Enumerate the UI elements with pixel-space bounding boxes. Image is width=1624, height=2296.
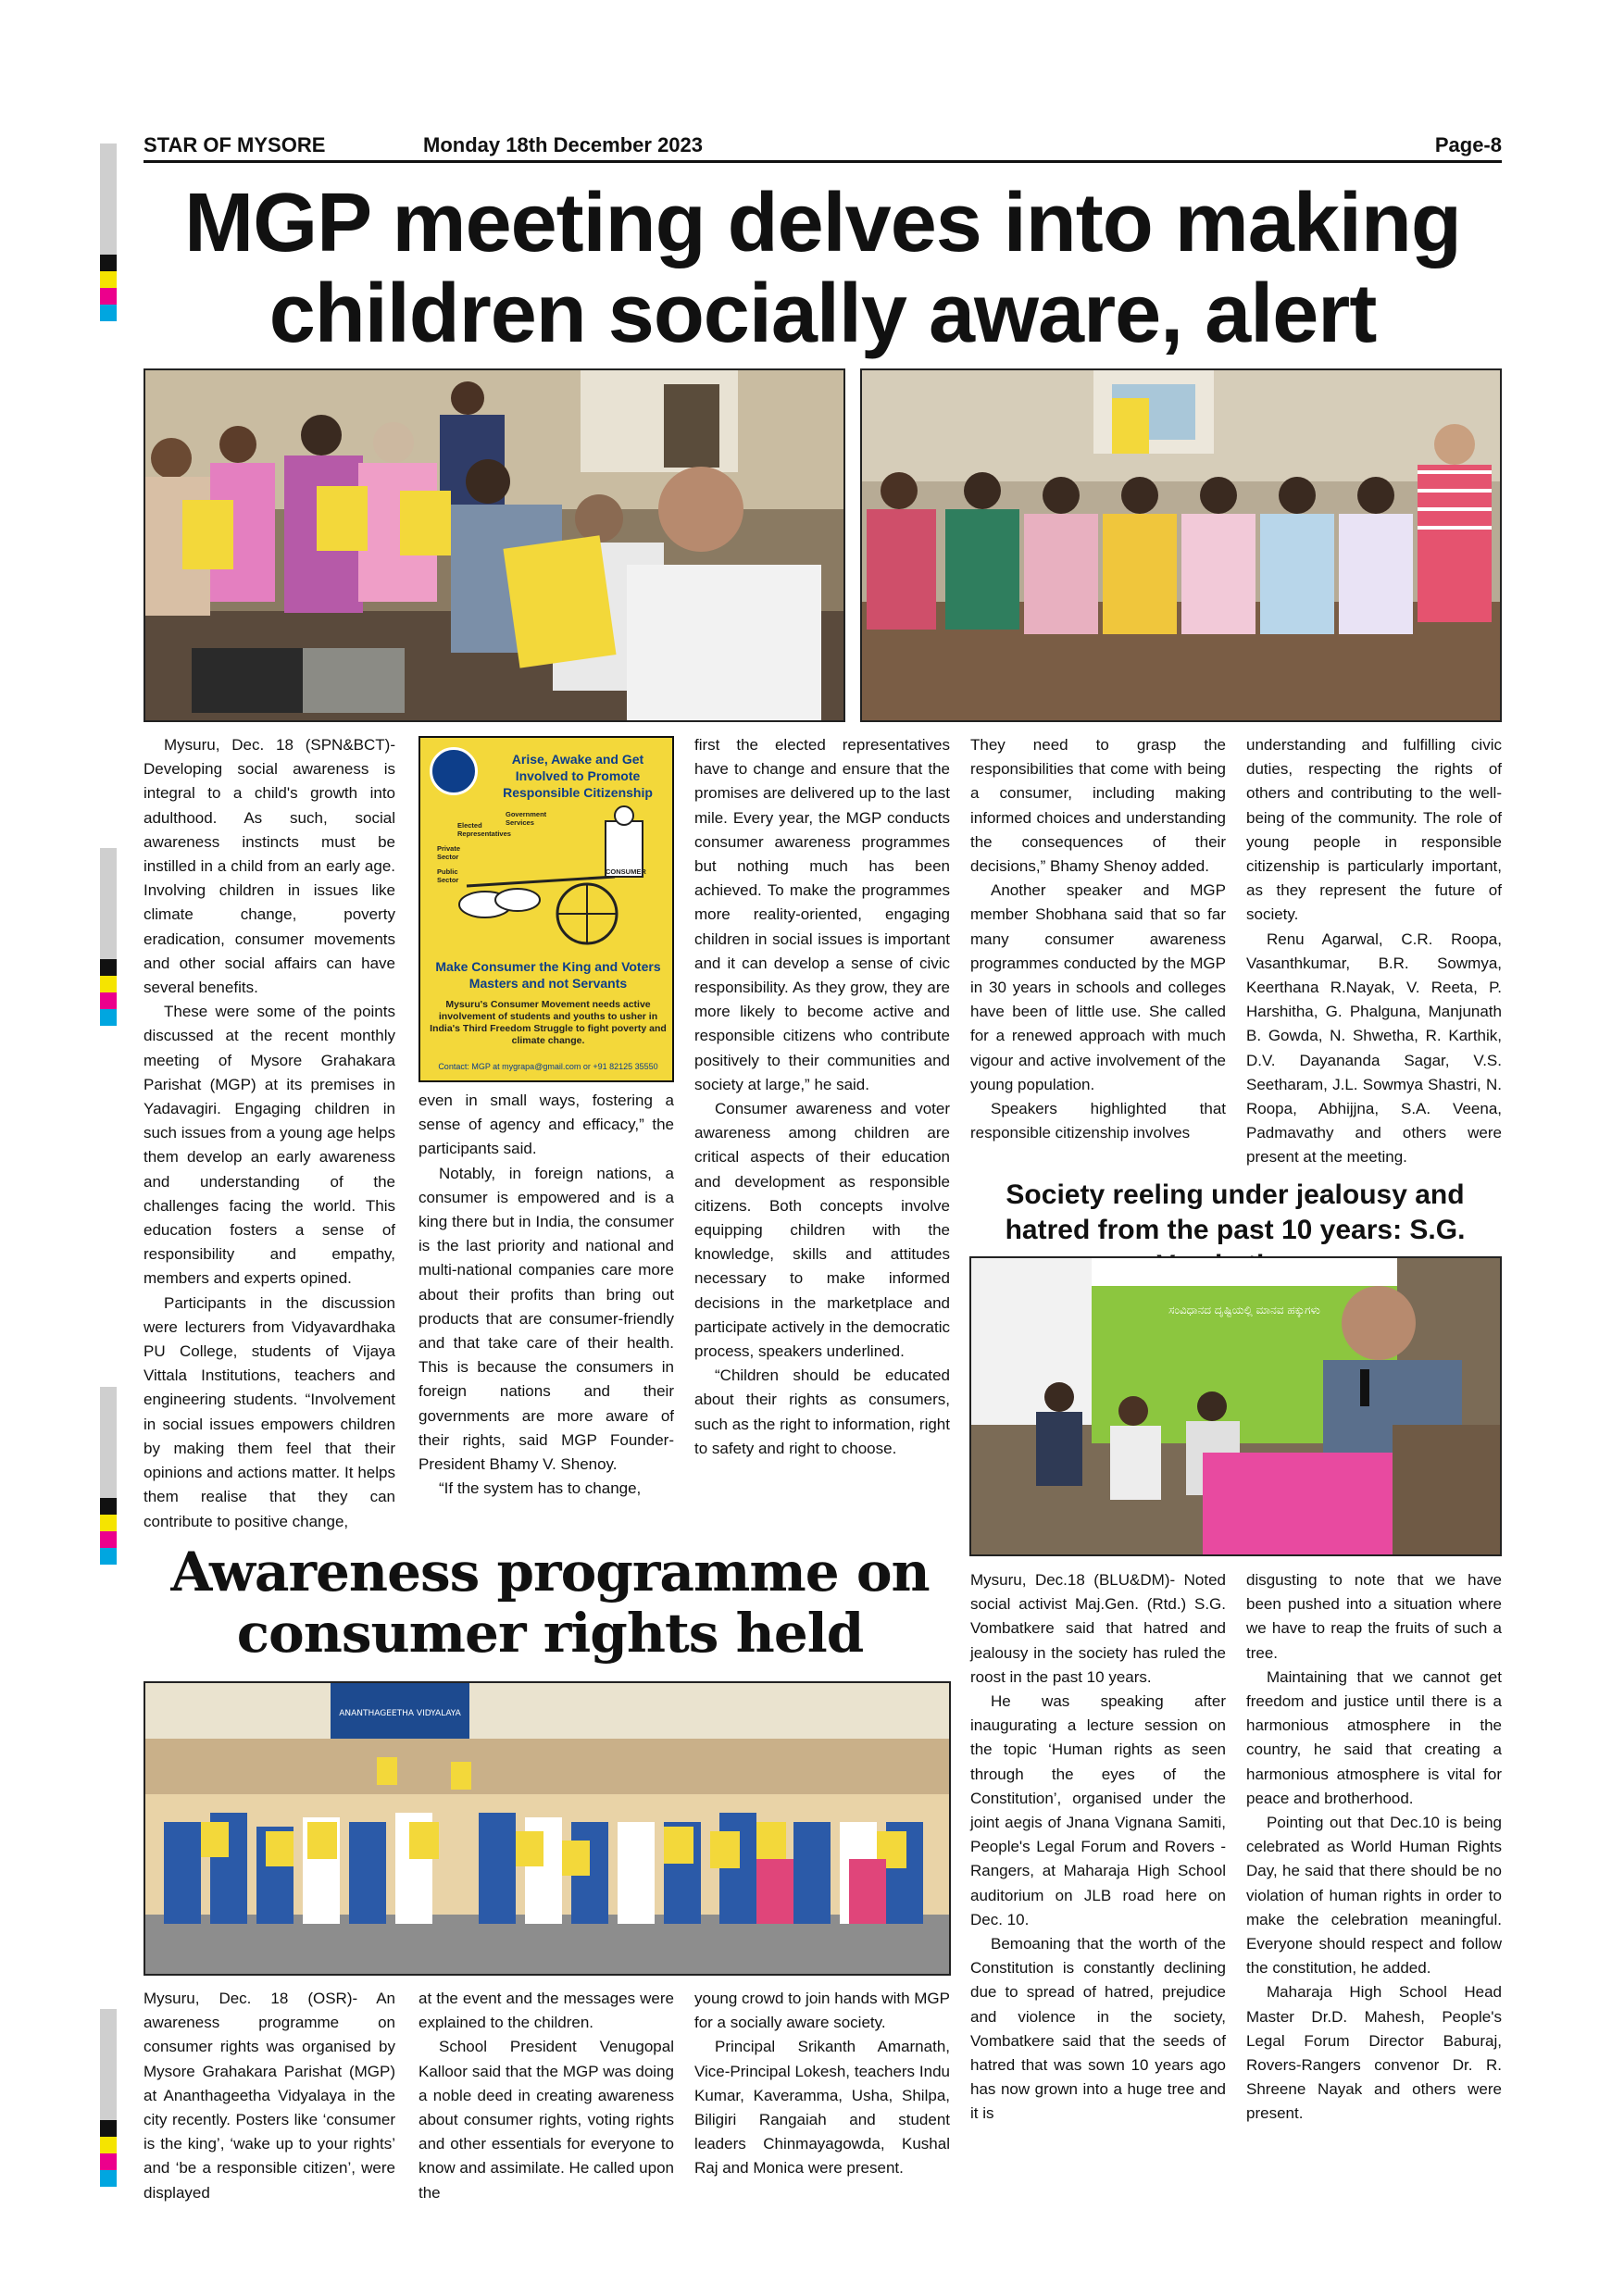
article1-para: “Children should be educated about their rights as consumers, such as the right to information, right to safety and right to choose.	[694, 1366, 950, 1457]
registration-marks-4	[100, 2009, 117, 2187]
main-headline	[144, 178, 1502, 359]
article1-para: Notably, in foreign nations, a consumer is empowered and is a king there but in India, the consumer is the last priority and national and multi-national companies care more about their profits than bring out products that are consumer-friendly and that take care of their health. This is because the consumers in foreign nations and their governments are more aware of their rights, said MGP Founder-President Bhamy V. Shenoy.	[418, 1164, 674, 1474]
header-rule	[144, 160, 1502, 163]
article3-column2	[418, 1987, 674, 2205]
article2-para: Maharaja High School Head Master Dr.D. Mahesh, People's Legal Forum Director Baburaj, Rovers-Rangers convenor Dr. R. Shreene Nayak and others were present.	[1246, 1983, 1502, 2123]
article1-column2	[418, 1089, 674, 1501]
article3-para: School President Venugopal Kalloor said that the MGP was doing a noble deed in creating awareness about consumer rights, voting rights and other essentials for everyone to know and assimilate. He called upon the	[418, 2038, 674, 2202]
mgp-poster	[418, 736, 674, 1082]
article2-column2	[1246, 1568, 1502, 2127]
meeting-photo-left	[144, 368, 845, 722]
article1-column4	[970, 733, 1226, 1145]
poster-label-consumer: CONSUMER	[606, 867, 646, 876]
article1-para: Participants in the discussion were lecturers from Vidyavardhaka PU College, students of Vijaya Vittala Institutions, teachers and engineering students. “Involvement in social issues empowers children by making them feel that their opinions and actions matter. It helps them realise that they can contribute to positive change,	[144, 1293, 395, 1530]
article2-para: Maintaining that we cannot get freedom and justice until there is a harmonious atmosphere in the country, he said that creating a harmonious atmosphere is vital for peace and brotherhood.	[1246, 1667, 1502, 1807]
article1-para: Renu Agarwal, C.R. Roopa, Vasanthkumar, B.R. Sowmya, Keerthana R.Nayak, V. Reeta, P. Harshitha, G. Phalguna, Manjunath B. Gowda, N. Shwetha, R. Karthik, D.V. Dayananda Sagar, V.S. Seetharam, J.L. Sowmya Shastri, N. Roopa, Abhijjna, S.A. Veena, Padmavathy and others were present at the meeting.	[1246, 930, 1502, 1167]
article1-para: understanding and fulfilling civic duties, respecting the rights of others and contributing to the well-being of the community. The role of young people in responsible citizenship is particularly important, as they represent the future of society.	[1246, 736, 1502, 924]
article2-para: disgusting to note that we have been pushed into a situation where we have to reap the fruits of such a tree.	[1246, 1571, 1502, 1662]
page-number: Page-8	[1434, 133, 1502, 156]
vombatkere-photo-image	[971, 1258, 1502, 1556]
article2-para: He was speaking after inaugurating a lecture session on the topic ‘Human rights as seen through the eyes of the Constitution’, organised under the joint aegis of Jnana Vignana Samiti, People's Legal Forum and Rovers - Rangers, at Maharaja High School auditorium on JLB road here on Dec. 10.	[970, 1692, 1226, 1928]
article1-para: Speakers highlighted that responsible citizenship involves	[970, 1100, 1226, 1142]
article2-para: Bemoaning that the worth of the Constitution is constantly declining due to spread of hatred, prejudice and violence in the society, Vombatkere said that the seeds of hatred that was sown 10 years ago has now grown into a huge tree and it is	[970, 1935, 1226, 2123]
poster-label-govt: Government Services	[506, 810, 547, 827]
article2-para: Pointing out that Dec.10 is being celebrated as World Human Rights Day, he said that there should be no violation of human rights in order to make the celebration meaningful. Everyone should respect and follow the constitution, he added.	[1246, 1814, 1502, 1978]
article3-column1	[144, 1987, 395, 2205]
school-programme-photo	[144, 1681, 951, 1976]
school-sign-text: ANANTHAGEETHA VIDYALAYA	[339, 1709, 461, 1718]
poster-contact: Contact: MGP at mygrapa@gmail.com or +91 82125 35550	[438, 1062, 658, 1071]
poster-label-elected: Elected Representatives	[457, 821, 511, 838]
registration-marks-2	[100, 848, 117, 1026]
article1-para: They need to grasp the responsibilities that come with being a consumer, including making informed choices and understanding the consequences of their decisions,” Bhamy Shenoy added.	[970, 736, 1226, 876]
article3-para: Principal Srikanth Amarnath, Vice-Principal Lokesh, teachers Indu Kumar, Kaveramma, Usha, Shilpa, Biligiri Rangaiah and student leaders Chinmayagowda, Kushal Raj and Monica were present.	[694, 2038, 950, 2177]
article1-column1	[144, 733, 395, 1534]
article3-headline: Awareness programme on consumer rights held	[170, 1541, 930, 1665]
article1-para: “If the system has to change,	[439, 1479, 642, 1498]
article2-para: Mysuru, Dec.18 (BLU&DM)- Noted social activist Maj.Gen. (Rtd.) S.G. Vombatkere said that hatred and jealousy in the society has ruled the roost in the past 10 years.	[970, 1571, 1226, 1686]
article3-column3	[694, 1987, 950, 2181]
poster-title: Arise, Awake and Get Involved to Promote Responsible Citizenship	[503, 752, 653, 800]
poster-body: Mysuru's Consumer Movement needs active involvement of students and youths to usher in India's Third Freedom Struggle to fight poverty and climate change.	[430, 999, 667, 1046]
meeting-photo-right	[860, 368, 1502, 722]
main-headline-line2: children socially aware, alert	[269, 268, 1377, 360]
article1-column5	[1246, 733, 1502, 1170]
meeting-photo-left-image	[145, 370, 845, 722]
article1-para: first the elected representatives have to change and ensure that the promises are delivered up to the last mile. Every year, the MGP conducts consumer awareness programmes but nothing much has been achieved. To make the programmes more reality-oriented, engaging children in social issues is important and it can develop a sense of civic responsibility. As they grow, they are more likely to become active and responsible citizens who contribute positively to their communities and society at large,” he said.	[694, 736, 950, 1093]
article3-para: young crowd to join hands with MGP for a socially aware society.	[694, 1990, 950, 2032]
mgp-seal-logo	[430, 747, 478, 795]
article1-column3	[694, 733, 950, 1461]
article1-para: Mysuru, Dec. 18 (SPN&BCT)- Developing social awareness is integral to a child's growth into adulthood. As such, social awareness instincts must be instilled in a child from an early age. Involving children in issues like climate change, poverty eradication, consumer movements and other social affairs can have several benefits.	[144, 736, 395, 997]
poster-label-public: Public Sector	[437, 867, 459, 884]
article2-headline: Society reeling under jealousy and hatred from the past 10 years: S.G.	[1005, 1179, 1466, 1245]
registration-marks-3	[100, 1387, 117, 1565]
meeting-photo-right-image	[862, 370, 1502, 722]
issue-date: Monday 18th December 2023	[423, 133, 704, 156]
article3-para: at the event and the messages were explained to the children.	[418, 1990, 674, 2032]
registration-marks-top	[100, 144, 117, 321]
article1-para: even in small ways, fostering a sense of agency and efficacy,” the participants said.	[418, 1092, 674, 1158]
poster-label-private: Private Sector	[437, 844, 461, 861]
newspaper-name: STAR OF MYSORE	[144, 133, 326, 156]
article2-column1	[970, 1568, 1226, 2127]
stage-banner-text: ಸಂವಿಧಾನದ ದೃಷ್ಟಿಯಲ್ಲಿ ಮಾನವ ಹಕ್ಕುಗಳು	[1168, 1304, 1320, 1316]
main-headline-line1: MGP meeting delves into making	[184, 177, 1461, 269]
poster-slogan: Make Consumer the King and Voters Masters and not Servants	[435, 959, 661, 991]
article3-para: Mysuru, Dec. 18 (OSR)- An awareness programme on consumer rights was organised by Mysore Grahakara Parishat (MGP) at Ananthageetha Vidyalaya in the city recently. Posters like ‘consumer is the king’, ‘wake up to your rights’ and ‘be a responsible citizen’, were displayed	[144, 1990, 395, 2202]
article1-para: These were some of the points discussed at the recent monthly meeting of Mysore Grahakara Parishat (MGP) at its premises in Yadavagiri. Engaging children in such issues from a young age helps them develop an early awareness and understanding of the challenges facing the world. This education fosters a sense of responsibility and empathy, members and experts opined.	[144, 1003, 395, 1288]
page-header	[144, 133, 1502, 161]
vombatkere-photo	[969, 1256, 1502, 1556]
school-programme-photo-image	[145, 1683, 951, 1976]
article1-para: Consumer awareness and voter awareness among children are critical aspects of their education and development as responsible citizens. Both concepts involve equipping children with the knowledge, skills and attitudes necessary to make informed decisions in the marketplace and participate actively in the democratic process, speakers underlined.	[694, 1100, 950, 1361]
article1-para: Another speaker and MGP member Shobhana said that so far many consumer awareness programmes conducted by the MGP in 30 years in schools and colleges have been of little use. She called for a renewed approach with much vigour and active involvement of the young population.	[970, 881, 1226, 1093]
